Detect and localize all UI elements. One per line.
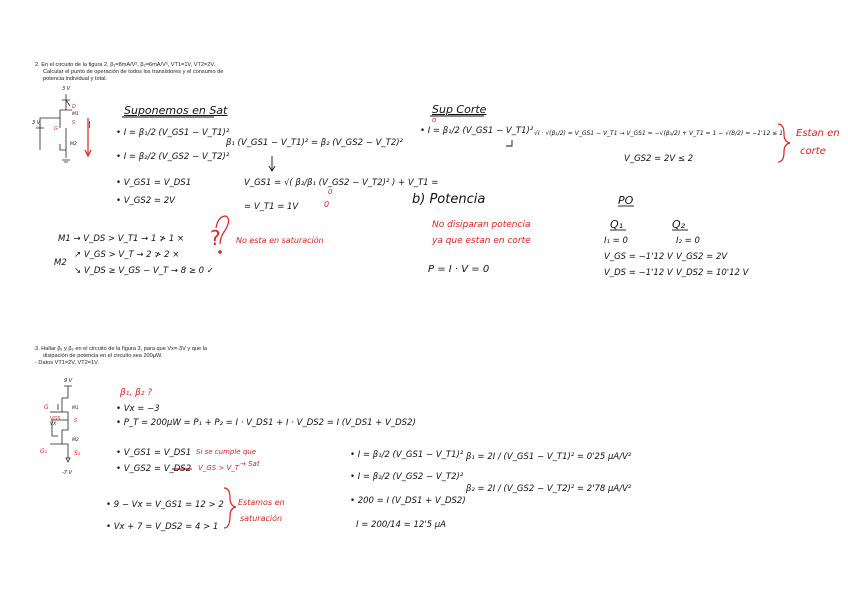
sat-condition-note-1: Si se cumple que (196, 448, 257, 456)
statement-line: - Datos VT1=2V, VT2=1V. (35, 360, 99, 366)
statement-line: potencia individual y total. (43, 76, 108, 82)
po-q2-vgs: V_GS2 = 2V (676, 252, 728, 262)
power-note-2: ya que estan en corte (432, 236, 531, 246)
question-mark: ? (210, 226, 221, 250)
statement-line: Calcular el punto de operación de todos los transistores y el consumo de (43, 69, 224, 75)
m2-label: M2 (54, 258, 67, 268)
current-arrow-label: I (88, 120, 91, 131)
sat-eq1: • I = β₁/2 (V_GS1 − V_T1)² (116, 128, 230, 138)
cutoff-title: Sup Corte (432, 103, 487, 116)
po-q1-vgs: V_GS = −1'12 V (604, 252, 673, 262)
p3-eq2: • P_T = 200µW = P₁ + P₂ = I · V_DS1 + I · V_DS2 = I (V_DS1 + V_DS2) (116, 418, 416, 428)
fig2-vin-label: 3 V (32, 120, 41, 126)
sat-title: Suponemos en Sat (124, 104, 228, 117)
cutoff-eq1-mark: o (432, 116, 437, 124)
sat-eq7-note: 0 (324, 200, 330, 209)
cutoff-eq2: √I · √(β₁/2) = V_GS1 − V_T1 → V_GS1 = −√(β₁/2) + V_T1 = 1 − √(8/2) = −1'12 ≤ 1 (534, 130, 783, 137)
fig3-vdd-label: 9 V (64, 378, 73, 384)
p3-eq9: • 200 = I (V_DS1 + V_DS2) (350, 496, 466, 506)
cutoff-note-2: corte (800, 146, 826, 157)
fig3-vgs-label: VGS (50, 416, 61, 422)
fig2-source-label: S (72, 120, 76, 126)
sat-condition-note-3: → Sat (240, 460, 260, 468)
fig3-vss-label: -7 V (62, 470, 72, 476)
statement-line: disipación de potencia en el circuito sea 200µW. (43, 353, 163, 359)
power-eq: P = I · V = 0 (428, 264, 490, 275)
cutoff-eq3: V_GS2 = 2V ≤ 2 (624, 154, 694, 164)
p3-eq10: I = 200/14 = 12'5 µA (356, 520, 446, 530)
beta2-result: β₂ = 2I / (V_GS2 − V_T2)² = 2'78 µA/V² (466, 484, 632, 494)
fig2-drain-label: D (72, 104, 76, 110)
p3-eq1: • Vx = −3 (116, 404, 160, 414)
m2-check-1: ↗ V_GS > V_T → 2 ≯ 2 × (74, 250, 180, 260)
fig3-s-label: S (74, 418, 78, 424)
fig2-m2-label: M2 (70, 142, 77, 147)
m2-check-2: ↘ V_DS ≥ V_GS − V_T → 8 ≥ 0 ✓ (74, 266, 214, 276)
p3-eq4: • V_GS2 = V_DS2 (116, 464, 192, 474)
fig3-vx-label: VX (50, 422, 57, 427)
sat-eq2: • I = β₂/2 (V_GS2 − V_T2)² (116, 152, 230, 162)
po-q2-title: Q₂ (672, 218, 686, 231)
p3-eq8: • I = β₂/2 (V_GS2 − V_T2)² (350, 472, 464, 482)
problem-3-statement (35, 346, 295, 367)
sat-eq6-note: 0 (328, 188, 333, 196)
po-q2-vds: V_DS2 = 10'12 V (676, 268, 749, 278)
m1-check: M1 → V_DS > V_T1 → 1 ≯ 1 × (58, 234, 185, 244)
statement-line: 2. En el circuito de la figura 2, β₁=8mA/V², β₂=6mA/V², VT1=1V, VT2=2V. (35, 62, 216, 68)
fig2-vdd-label: 3 V (62, 86, 71, 92)
figure-2-circuit (36, 94, 91, 162)
sat-eq7: = V_T1 = 1V (244, 202, 299, 212)
fig3-m1-label: M1 (72, 406, 79, 411)
fig3-s2-label: S₂ (74, 450, 81, 457)
po-q1-vds: V_DS = −1'12 V (604, 268, 673, 278)
fig2-gate-label: G (54, 126, 58, 132)
po-q2-i: I₂ = 0 (676, 236, 700, 246)
cutoff-note-1: Estan en (796, 128, 840, 139)
po-title: PO (618, 194, 634, 207)
p3-eq3: • V_GS1 = V_DS1 (116, 448, 192, 458)
p3-eq6: • Vx + 7 = V_DS2 = 4 > 1 (106, 522, 219, 532)
fig2-m1-label: M1 (72, 112, 79, 117)
po-q1-i: I₁ = 0 (604, 236, 628, 246)
sat-eq5: β₁ (V_GS1 − V_T1)² = β₂ (V_GS2 − V_T2)² (226, 138, 403, 148)
sat-condition-note-2: V_GS > V_T (198, 464, 240, 472)
beta1-result: β₁ = 2I / (V_GS1 − V_T1)² = 0'25 µA/V² (466, 452, 632, 462)
sat-eq3: • V_GS1 = V_DS1 (116, 178, 192, 188)
sat-eq4: • V_GS2 = 2V (116, 196, 175, 206)
fig3-g-label: G (44, 404, 49, 411)
cutoff-eq1: • I = β₁/2 (V_GS1 − V_T1)² (420, 126, 534, 136)
power-title: b) Potencia (412, 192, 486, 207)
po-q1-title: Q₁ (610, 218, 624, 231)
unknowns: β₁, β₂ ? (120, 388, 153, 398)
fig3-g1-label: G₁ (40, 448, 48, 455)
sat-eq6: V_GS1 = √( β₂/β₁ (V_GS2 − V_T2)² ) + V_T1 = (244, 178, 439, 188)
statement-line: 3. Hallar β₁ y β₂ en el circuito de la figura 3, para que Vx=-3V y que la (35, 346, 208, 352)
p3-eq5: • 9 − Vx = V_GS1 = 12 > 2 (106, 500, 224, 510)
p3-eq7: • I = β₁/2 (V_GS1 − V_T1)² (350, 450, 464, 460)
not-saturated-note: No esta en saturación (236, 236, 324, 245)
fig3-m2-label: M2 (72, 438, 79, 443)
sat-ok-note-2: saturación (240, 514, 283, 523)
sat-ok-note-1: Estamos en (238, 498, 285, 507)
power-note-1: No disiparan potencia (432, 220, 531, 230)
